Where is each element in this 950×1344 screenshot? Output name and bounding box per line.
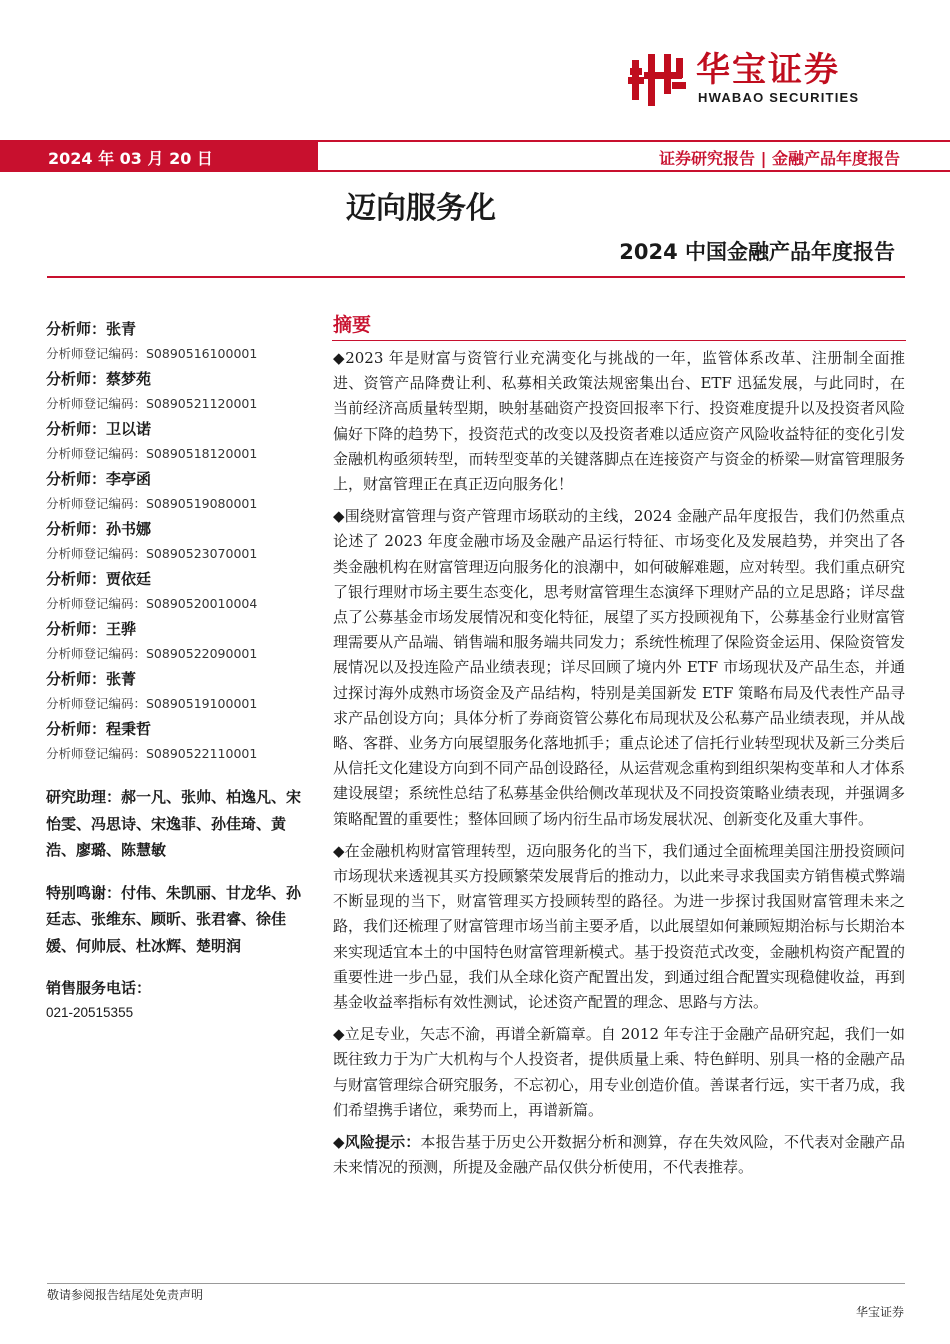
report-date: 2024 年 03 月 20 日 — [48, 149, 213, 168]
analyst-name: 分析师：王骅 — [46, 620, 137, 638]
analyst-cert: 分析师登记编码：S0890519080001 — [46, 496, 258, 511]
analyst-cert: 分析师登记编码：S0890522110001 — [46, 746, 258, 761]
special-thanks: 特别鸣谢：付伟、朱凯丽、甘龙华、孙廷志、张维东、顾昕、张君睿、徐佳媛、何帅辰、杜冰辉、楚明润 — [46, 883, 302, 955]
analyst-name: 分析师：程秉哲 — [46, 720, 152, 738]
analyst-name: 分析师：孙书娜 — [46, 520, 152, 538]
report-type: 证券研究报告 | 金融产品年度报告 — [659, 149, 900, 168]
abstract-paragraph: ◆2023 年是财富与资管行业充满变化与挑战的一年，监管体系改革、注册制全面推进、资管产品降费让利、私募相关政策法规密集出台、ETF 迅猛发展，与此同时，在当前经济高质量转型期，映射基础资产投资回报率下行、投资难度提升以及投资者风险偏好下降的趋势下，投资范式的改变以及投资者难以适应资产风险收益特征的变化引发金融机构亟须转型，而转型变革的关键落脚点在连接资产与资金的桥梁—财富管理服务上，财富管理正在真正迈向服务化！ — [333, 349, 905, 494]
sales-label: 销售服务电话： — [46, 979, 152, 997]
risk-text: 本报告基于历史公开数据分析和测算，存在失效风险，不代表对金融产品未来情况的预测，所提及金融产品仅供分析使用，不代表推荐。 — [333, 1133, 905, 1177]
analyst-sidebar — [46, 318, 316, 1024]
analyst-cert: 分析师登记编码：S0890521120001 — [46, 396, 258, 411]
abstract-paragraph: ◆围绕财富管理与资产管理市场联动的主线，2024 金融产品年度报告，我们仍然重点论述了 2023 年度金融市场及金融产品运行特征、市场变化及发展趋势，并突出了各类金融机构在财富管理迈向服务化的浪潮中，如何破解难题，应对转型。我们重点研究了银行理财市场主要生态变化，思考财富管理生态演绎下理财产品的立足思路；详尽盘点了公募基金市场发展情况和变化特征，展望了买方投顾视角下，公募基金行业财富管理需要从产品端、销售端和服务端共同发力；系统性梳理了保险资金运用、保险资管发展情况以及投连险产品业绩表现；详尽回顾了境内外 ETF 市场现状及产品生态，并通过探讨海外成熟市场资金及产品结构，特别是美国新发 ETF 策略布局及代表性产品寻求产品创设方向；具体分析了券商资管公募化布局现状及公私募产品业绩表现，并从战略、客群、业务方向展望服务化落地抓手；重点论述了信托行业转型现状及新三分类后从信托文化建设方向到不同产品创设路径，从运营观念重构到组织架构变革和人才体系建设展望；系统性总结了私募基金供给侧改革现状及不同投资策略业绩表现，并强调多策略配置的重要性；整体回顾了场内衍生品市场发展状况、创新变化及重大事件。 — [333, 507, 905, 828]
analyst-name: 分析师：李亭函 — [46, 470, 152, 488]
footer-divider — [47, 1283, 905, 1284]
analyst-name: 分析师：卫以诺 — [46, 420, 152, 438]
sales-phone: 021-20515355 — [46, 1004, 134, 1020]
company-logo — [628, 50, 898, 112]
title-divider — [47, 276, 905, 278]
abstract-divider — [332, 340, 906, 341]
abstract-paragraph: ◆立足专业，矢志不渝，再谱全新篇章。自 2012 年专注于金融产品研究起，我们一如既往致力于为广大机构与个人投资者，提供质量上乘、特色鲜明、别具一格的金融产品与财富管理综合研究服务，不忘初心，用专业创造价值。善谋者行远，实干者乃成，我们希望携手诸位，乘势而上，再谱新篇。 — [333, 1025, 905, 1119]
analyst-cert: 分析师登记编码：S0890518120001 — [46, 446, 258, 461]
risk-warning — [333, 1130, 905, 1180]
logo-name-cn: 华宝证券 — [696, 50, 840, 90]
header-band — [0, 140, 950, 172]
analyst-cert: 分析师登记编码：S0890523070001 — [46, 546, 258, 561]
analyst-cert: 分析师登记编码：S0890519100001 — [46, 696, 258, 711]
sub-title: 2024 中国金融产品年度报告 — [619, 240, 895, 264]
footer-brand: 华宝证券 — [855, 1305, 904, 1319]
hwabao-logo-icon — [628, 50, 688, 108]
analyst-cert: 分析师登记编码：S0890522090001 — [46, 646, 258, 661]
analyst-name: 分析师：蔡梦苑 — [46, 370, 152, 388]
analyst-cert: 分析师登记编码：S0890516100001 — [46, 346, 258, 361]
analyst-name: 分析师：张菁 — [46, 670, 137, 688]
abstract-title: 摘要 — [333, 314, 372, 336]
abstract-body — [333, 346, 905, 1188]
footer-disclaimer: 敬请参阅报告结尾处免责声明 — [47, 1288, 204, 1302]
analyst-list — [46, 318, 316, 768]
analyst-name: 分析师：张青 — [46, 320, 137, 338]
logo-name-en: HWABAO SECURITIES — [698, 90, 860, 105]
research-assistants: 研究助理：郝一凡、张帅、柏逸凡、宋怡雯、冯思诗、宋逸菲、孙佳琦、黄浩、廖璐、陈慧敏 — [46, 788, 302, 859]
main-title: 迈向服务化 — [346, 191, 496, 226]
analyst-cert: 分析师登记编码：S0890520010004 — [46, 596, 258, 611]
risk-label: ◆风险提示： — [333, 1133, 421, 1152]
analyst-name: 分析师：贾依廷 — [46, 570, 152, 588]
abstract-paragraph: ◆在金融机构财富管理转型，迈向服务化的当下，我们通过全面梳理美国注册投资顾问市场现状来透视其买方投顾繁荣发展背后的推动力，以此来寻求我国卖方销售模式弊端不断显现的当下，财富管理买方投顾转型的路径。为进一步探讨我国财富管理未来之路，我们还梳理了财富管理市场当前主要矛盾，以此展望如何兼顾短期治标与长期治本来实现适宜本土的中国特色财富管理新模式。基于投资范式改变，金融机构资产配置的重要性进一步凸显，我们从全球化资产配置出发，到通过组合配置实现稳健收益，再到基金收益率指标有效性测试，论述资产配置的理念、思路与方法。 — [333, 841, 905, 1012]
